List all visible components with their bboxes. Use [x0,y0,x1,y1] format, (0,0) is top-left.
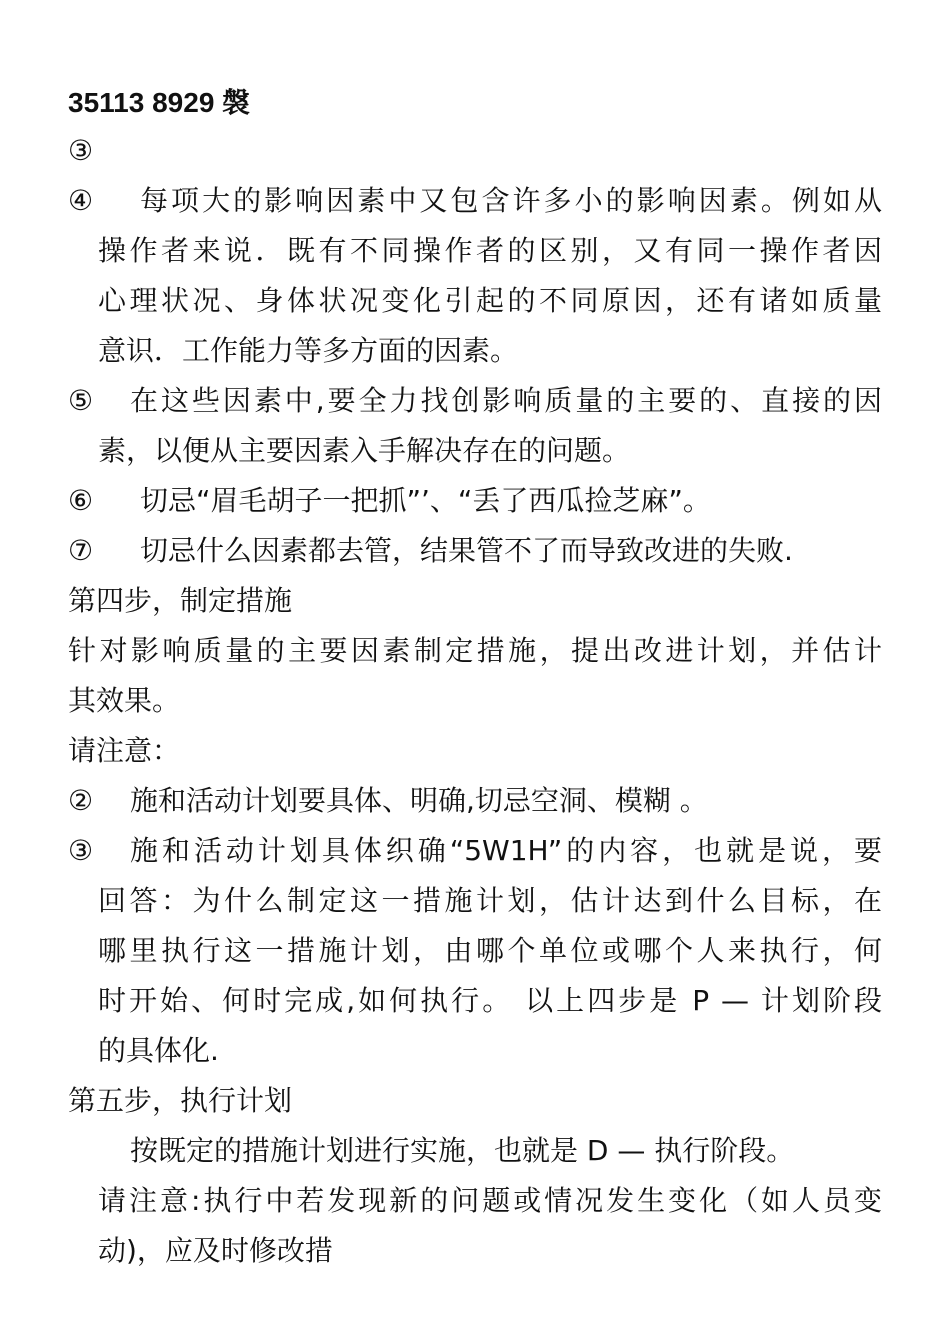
paragraph-line: 其效果。 [68,684,181,717]
item-marker-5: ⑤ [68,384,94,417]
item-marker-3: ③ [68,134,94,167]
step-heading: 第四步，制定措施 [68,584,293,617]
paragraph-line: 心理状况、身体状况变化引起的不同原因，还有诸如质量 [98,284,882,317]
paragraph-line: 按既定的措施计划进行实施，也就是 D — 执行阶段。 [130,1134,795,1167]
paragraph-line: 操作者来说．既有不同操作者的区别，又有同一操作者因 [98,234,882,267]
item-marker-2: ② [68,784,94,817]
paragraph-line: 施和活动计划具体织确“5W1H”的内容，也就是说，要 [130,834,882,867]
paragraph-line: 请注意:执行中若发现新的问题或情况发生变化（如人员变 [98,1184,882,1217]
paragraph-line: 针对影响质量的主要因素制定措施，提出改进计划，并估计 [68,634,882,667]
paragraph-line: 的具体化. [98,1034,219,1067]
paragraph-line: 动)，应及时修改措 [98,1234,333,1267]
paragraph-line: 每项大的影响因素中又包含许多小的影响因素。例如从 [140,184,882,217]
paragraph-line: 切忌什么因素都去管，结果管不了而导致改进的失败. [140,534,793,567]
item-marker-6: ⑥ [68,484,94,517]
item-marker-4: ④ [68,184,94,217]
step-heading: 第五步，执行计划 [68,1084,293,1117]
paragraph-line: 回答：为什么制定这一措施计划，估计达到什么目标，在 [98,884,882,917]
paragraph-line: 施和活动计划要具体、明确,切忌空洞、模糊 。 [130,784,708,817]
document-header: 35113 8929 褩 [68,87,251,118]
paragraph-line: 素，以便从主要因素入手解决存在的问题。 [98,434,631,467]
item-marker-7: ⑦ [68,534,94,567]
item-marker-3: ③ [68,834,94,867]
paragraph-line: 意识．工作能力等多方面的因素。 [98,334,519,367]
paragraph-line: 在这些因素中,要全力找创影响质量的主要的、直接的因 [130,384,882,417]
paragraph-line: 哪里执行这一措施计划，由哪个单位或哪个人来执行，何 [98,934,882,967]
paragraph-line: 切忌“眉毛胡子一把抓”’、“丢了西瓜捡芝麻”。 [140,484,711,517]
paragraph-line: 时开始、何时完成,如何执行。 以上四步是 P — 计划阶段 [98,984,882,1017]
note-heading: 请注意： [68,734,181,767]
